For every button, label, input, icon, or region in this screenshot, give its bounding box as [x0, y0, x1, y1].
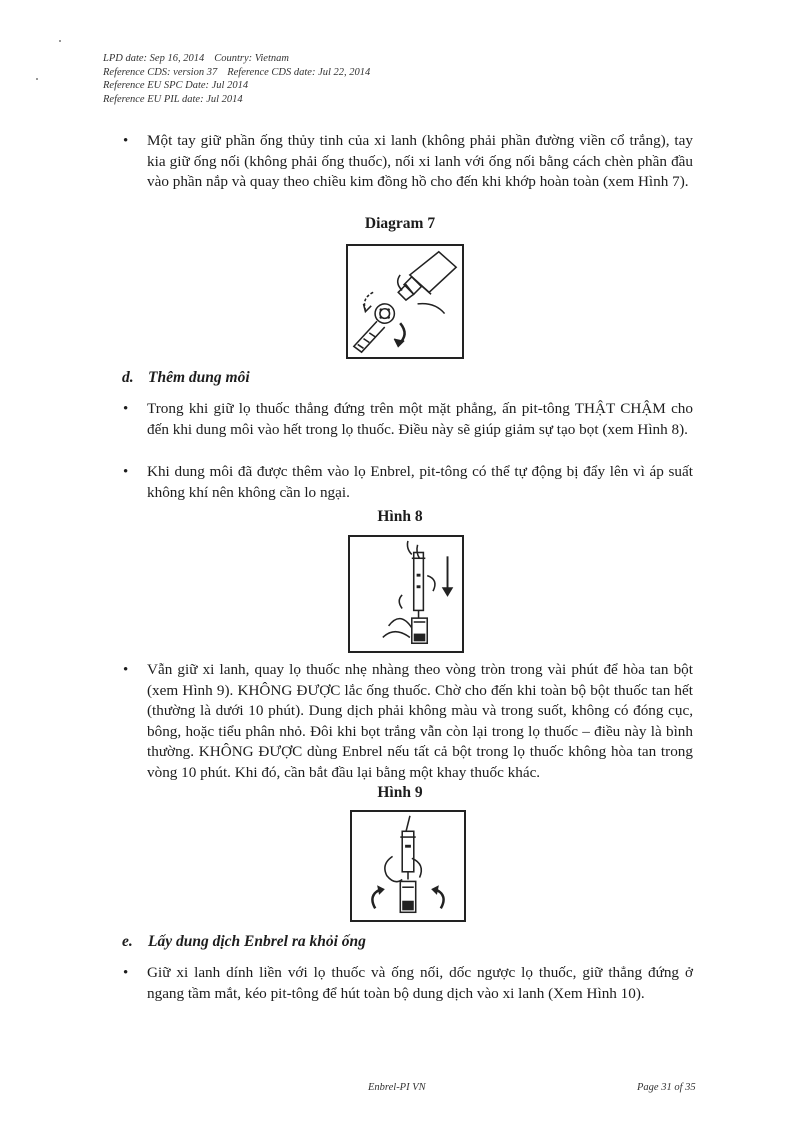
bullet-item-add-diluent: [123, 399, 693, 440]
bullet-icon: •: [123, 464, 129, 480]
section-letter: d.: [122, 369, 134, 386]
section-heading-d: [122, 369, 250, 387]
syringe-connect-illustration: [348, 246, 462, 357]
scan-speck: [59, 40, 61, 42]
section-heading-e: [122, 933, 366, 951]
bullet-item-dissolve-powder: [123, 660, 693, 784]
bullet-item-withdraw-solution: [123, 963, 693, 1004]
swirl-vial-illustration: [352, 812, 464, 920]
bullet-icon: •: [123, 401, 129, 417]
header-line-4: Reference EU PIL date: Jul 2014: [103, 93, 243, 105]
figure-title-7: Diagram 7: [364, 215, 436, 232]
figure-9-image: [350, 810, 466, 922]
bullet-icon: •: [123, 133, 129, 149]
bullet-icon: •: [123, 662, 129, 678]
header-line-3: Reference EU SPC Date: Jul 2014: [103, 80, 249, 91]
figure-title-9: Hình 9: [377, 784, 423, 801]
section-title: Thêm dung môi: [148, 369, 250, 386]
bullet-text: Giữ xi lanh dính liền với lọ thuốc và ống nối, dốc ngược lọ thuốc, giữ thẳng đứng ở ngang tầm mắt, kéo pit-tông để hút toàn bộ dung dịch vào xi lanh (Xem Hình 10).: [147, 964, 693, 1002]
figure-7-image: [346, 244, 464, 359]
press-plunger-illustration: [350, 537, 462, 651]
bullet-icon: •: [123, 965, 129, 981]
bullet-text: Trong khi giữ lọ thuốc thẳng đứng trên một mặt phẳng, ấn pit-tông THẬT CHẬM cho đến khi dung môi vào hết trong lọ thuốc. Điều này sẽ giúp giảm sự tạo bọt (xem Hình 8).: [147, 400, 693, 438]
figure-8-image: [348, 535, 464, 653]
footer-document-name: Enbrel-PI VN: [368, 1082, 426, 1093]
bullet-item-connect-syringe: [123, 131, 693, 193]
figure-title-8: Hình 8: [377, 508, 423, 525]
section-title: Lấy dung dịch Enbrel ra khỏi ống: [148, 933, 366, 950]
footer-page-number: Page 31 of 35: [637, 1082, 696, 1093]
bullet-text: Khi dung môi đã được thêm vào lọ Enbrel, pit-tông có thể tự động bị đẩy lên vì áp suất không khí nên không cần lo ngại.: [147, 463, 693, 501]
document-header: [103, 52, 370, 106]
bullet-text: Vẫn giữ xi lanh, quay lọ thuốc nhẹ nhàng theo vòng tròn trong vài phút để hòa tan bột (xem Hình 9). KHÔNG ĐƯỢC lắc ống thuốc. Chờ cho đến khi toàn bộ bột thuốc tan hết (thường là dưới 10 phút). Dung dịch phải không màu và trong suốt, không có đóng cục, bông, hoặc tiểu phân nhỏ. Đôi khi bọt trắng vẫn còn lại trong lọ thuốc – điều này là bình thường. KHÔNG ĐƯỢC dùng Enbrel nếu tất cả bột trong lọ thuốc không hòa tan trong vòng 10 phút. Khi đó, cần bắt đầu lại bằng một khay thuốc khác.: [147, 661, 693, 781]
header-line-1: LPD date: Sep 16, 2014 Country: Vietnam: [103, 53, 289, 64]
bullet-item-plunger-rise: [123, 462, 693, 503]
bullet-text: Một tay giữ phần ống thủy tinh của xi lanh (không phải phần đường viền cổ trắng), tay kia giữ ống nối (không phải ống thuốc), nối xi lanh với ống nối bằng cách chèn phần đầu vào phần nắp và quay theo chiều kim đồng hồ cho đến khi khớp hoàn toàn (xem Hình 7).: [147, 132, 693, 191]
scan-speck: [36, 78, 38, 80]
header-line-2: Reference CDS: version 37 Reference CDS date: Jul 22, 2014: [103, 66, 371, 78]
section-letter: e.: [122, 933, 133, 950]
